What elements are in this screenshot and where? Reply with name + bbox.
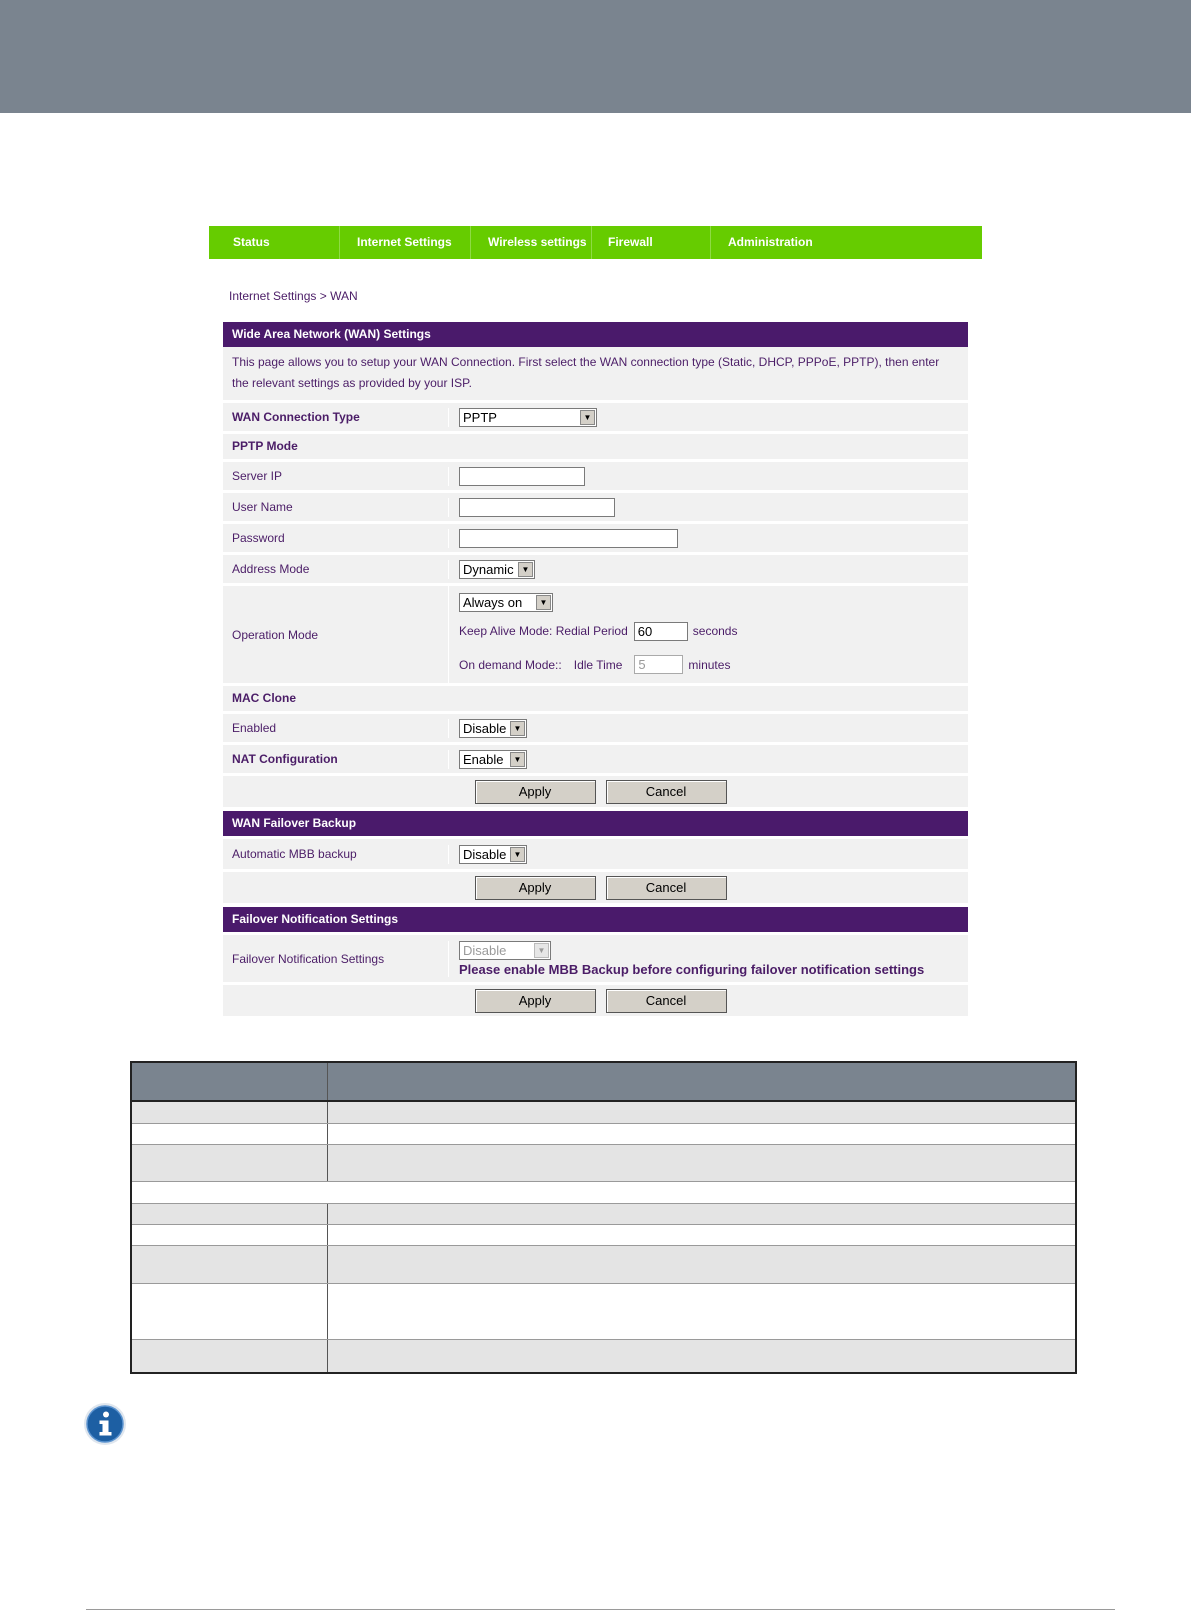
nav-wireless-settings[interactable]: Wireless settings — [471, 226, 592, 259]
pptp-mode-heading: PPTP Mode — [223, 431, 968, 459]
password-input[interactable] — [459, 529, 678, 548]
user-name-input[interactable] — [459, 498, 615, 517]
address-mode-label: Address Mode — [232, 562, 310, 576]
wan-cancel-button[interactable]: Cancel — [606, 780, 727, 804]
idle-time-input[interactable]: 5 — [634, 655, 683, 674]
reference-table — [130, 1061, 1077, 1374]
wan-description: This page allows you to setup your WAN Connection. First select the WAN connection type (Static, DHCP, PPPoE, PPTP), then enter the relevant settings as provided by your ISP. — [223, 347, 968, 400]
table-row — [132, 1124, 1075, 1145]
server-ip-input[interactable] — [459, 467, 585, 486]
notification-warning: Please enable MBB Backup before configuring failover notification settings — [459, 961, 925, 977]
settings-panel — [223, 322, 968, 1016]
mac-clone-heading: MAC Clone — [223, 683, 968, 711]
notification-cancel-button[interactable]: Cancel — [606, 989, 727, 1013]
table-row — [132, 1204, 1075, 1225]
breadcrumb: Internet Settings > WAN — [229, 289, 358, 303]
on-demand-label: On demand Mode:: — [459, 657, 562, 672]
table-row — [132, 1102, 1075, 1124]
address-mode-row — [223, 552, 968, 583]
nav-internet-settings[interactable]: Internet Settings — [340, 226, 471, 259]
wan-button-row — [223, 773, 968, 807]
notification-select[interactable]: Disable ▼ — [459, 941, 551, 960]
nat-row — [223, 742, 968, 773]
user-name-label: User Name — [232, 500, 293, 514]
failover-button-row — [223, 869, 968, 903]
footer-divider — [86, 1609, 1115, 1610]
table-row — [132, 1246, 1075, 1284]
table-row — [132, 1225, 1075, 1246]
mbb-backup-label: Automatic MBB backup — [232, 847, 357, 861]
nat-label: NAT Configuration — [232, 752, 338, 766]
failover-apply-button[interactable]: Apply — [475, 876, 596, 900]
failover-cancel-button[interactable]: Cancel — [606, 876, 727, 900]
chevron-down-icon: ▼ — [580, 410, 595, 425]
notification-apply-button[interactable]: Apply — [475, 989, 596, 1013]
mac-enabled-label: Enabled — [232, 721, 277, 735]
wan-connection-type-select[interactable]: PPTP ▼ — [459, 408, 597, 427]
info-icon — [83, 1402, 127, 1446]
page-header-bar — [0, 0, 1191, 113]
chevron-down-icon: ▼ — [510, 752, 525, 767]
wan-apply-button[interactable]: Apply — [475, 780, 596, 804]
operation-mode-row — [223, 583, 968, 683]
chevron-down-icon: ▼ — [536, 595, 551, 610]
top-nav — [209, 226, 982, 259]
redial-period-unit: seconds — [692, 624, 738, 639]
failover-section-title: WAN Failover Backup — [223, 811, 968, 836]
wan-section-title: Wide Area Network (WAN) Settings — [223, 322, 968, 347]
server-ip-label: Server IP — [232, 469, 283, 483]
password-row — [223, 521, 968, 552]
notification-row — [223, 932, 968, 982]
nav-status[interactable]: Status — [209, 226, 340, 259]
table-row — [132, 1145, 1075, 1182]
chevron-down-icon: ▼ — [534, 943, 549, 958]
chevron-down-icon: ▼ — [510, 847, 525, 862]
notification-section-title: Failover Notification Settings — [223, 907, 968, 932]
nav-firewall[interactable]: Firewall — [592, 226, 711, 259]
user-name-row — [223, 490, 968, 521]
server-ip-row — [223, 459, 968, 490]
notification-label: Failover Notification Settings — [232, 951, 385, 966]
wan-connection-type-label: WAN Connection Type — [232, 410, 360, 424]
password-label: Password — [232, 531, 285, 545]
redial-period-input[interactable]: 60 — [634, 622, 688, 641]
mbb-backup-select[interactable]: Disable ▼ — [459, 845, 527, 864]
idle-time-unit: minutes — [688, 657, 731, 672]
chevron-down-icon: ▼ — [518, 562, 533, 577]
mbb-backup-row — [223, 836, 968, 869]
notification-button-row — [223, 982, 968, 1016]
table-row — [132, 1284, 1075, 1340]
table-header — [132, 1063, 1075, 1102]
table-row — [132, 1340, 1075, 1372]
mac-enabled-row — [223, 711, 968, 742]
nav-administration[interactable]: Administration — [728, 235, 813, 249]
nat-select[interactable]: Enable ▼ — [459, 750, 527, 769]
operation-mode-select[interactable]: Always on ▼ — [459, 593, 553, 612]
mac-clone-select[interactable]: Disable ▼ — [459, 719, 527, 738]
table-row — [132, 1182, 1075, 1204]
address-mode-select[interactable]: Dynamic ▼ — [459, 560, 535, 579]
idle-time-label: Idle Time — [573, 657, 623, 672]
chevron-down-icon: ▼ — [510, 721, 525, 736]
keep-alive-label: Keep Alive Mode: Redial Period — [459, 624, 628, 639]
wan-connection-type-row — [223, 400, 968, 431]
operation-mode-label: Operation Mode — [232, 627, 319, 642]
